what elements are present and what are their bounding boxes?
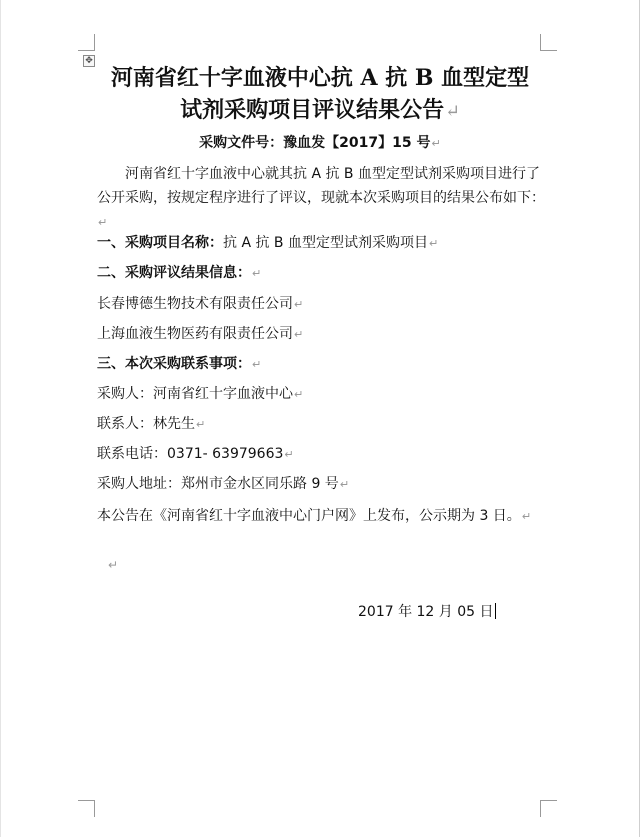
notice-paragraph [97, 504, 547, 529]
text-cursor [495, 603, 496, 619]
title-line-2: 试剂采购项目评议结果公告 [180, 97, 445, 123]
contact-address-text: 采购人地址：郑州市金水区同乐路 9 号 [97, 476, 339, 492]
paragraph-mark-icon: ↵ [252, 267, 262, 280]
paragraph-mark-icon: ↵ [294, 388, 304, 401]
document-title [92, 62, 548, 128]
paragraph-mark-icon: ↵ [521, 510, 532, 523]
paragraph-mark-icon: ↵ [431, 137, 441, 150]
paragraph-mark-icon: ↵ [252, 358, 262, 371]
section-results-heading [97, 263, 261, 284]
date-text: 2017 年 12 月 05 日 [358, 604, 494, 620]
contact-person-text: 联系人：林先生 [97, 416, 195, 432]
doc-number-value: 豫血发【2017】15 号 [283, 135, 431, 151]
section-project-name [97, 233, 438, 254]
intro-text: 河南省红十字血液中心就其抗 A 抗 B 血型定型试剂采购项目进行了公开采购，按规定程序进行了评议，现就本次采购项目的结果公布如下： [97, 166, 545, 206]
paragraph-mark-icon: ↵ [284, 448, 294, 461]
result-item-text: 长春博德生物技术有限责任公司 [97, 296, 293, 312]
crop-mark-top-right [540, 34, 557, 51]
section3-label: 三、本次采购联系事项： [97, 356, 251, 372]
paragraph-mark-icon: ↵ [339, 478, 350, 491]
intro-paragraph [97, 162, 547, 235]
section1-label: 一、采购项目名称： [97, 235, 223, 251]
doc-number-label: 采购文件号： [199, 135, 284, 151]
notice-text: 本公告在《河南省红十字血液中心门户网》上发布，公示期为 3 日。 [97, 508, 521, 524]
title-line-1: 河南省红十字血液中心抗 A 抗 B 血型定型 [110, 65, 530, 91]
paragraph-mark-icon: ↵ [428, 237, 439, 250]
document-number [92, 133, 548, 154]
contact-purchaser [97, 384, 303, 405]
page-edge-left [0, 0, 1, 837]
contact-phone [97, 444, 294, 465]
contact-address [97, 474, 349, 495]
empty-paragraph-mark-icon: ↵ [108, 558, 119, 572]
document-date [358, 602, 496, 622]
section-contacts-heading [97, 354, 261, 375]
section1-value: 抗 A 抗 B 血型定型试剂采购项目 [223, 235, 428, 251]
paragraph-mark-icon: ↵ [294, 328, 304, 341]
paragraph-mark-icon: ↵ [98, 216, 108, 229]
result-item [97, 294, 303, 315]
crop-mark-bottom-left [78, 800, 95, 817]
crop-mark-top-left [78, 34, 95, 51]
section2-label: 二、采购评议结果信息： [97, 265, 251, 281]
result-item [97, 324, 303, 345]
paragraph-mark-icon: ↵ [196, 418, 206, 431]
contact-person [97, 414, 205, 435]
contact-purchaser-text: 采购人：河南省红十字血液中心 [97, 386, 293, 402]
crop-mark-bottom-right [540, 800, 557, 817]
paragraph-mark-icon: ↵ [294, 298, 304, 311]
result-item-text: 上海血液生物医药有限责任公司 [97, 326, 293, 342]
contact-phone-text: 联系电话：0371- 63979663 [97, 446, 284, 462]
table-move-handle-icon[interactable]: ✥ [83, 55, 95, 67]
paragraph-mark-icon: ↵ [445, 102, 460, 122]
